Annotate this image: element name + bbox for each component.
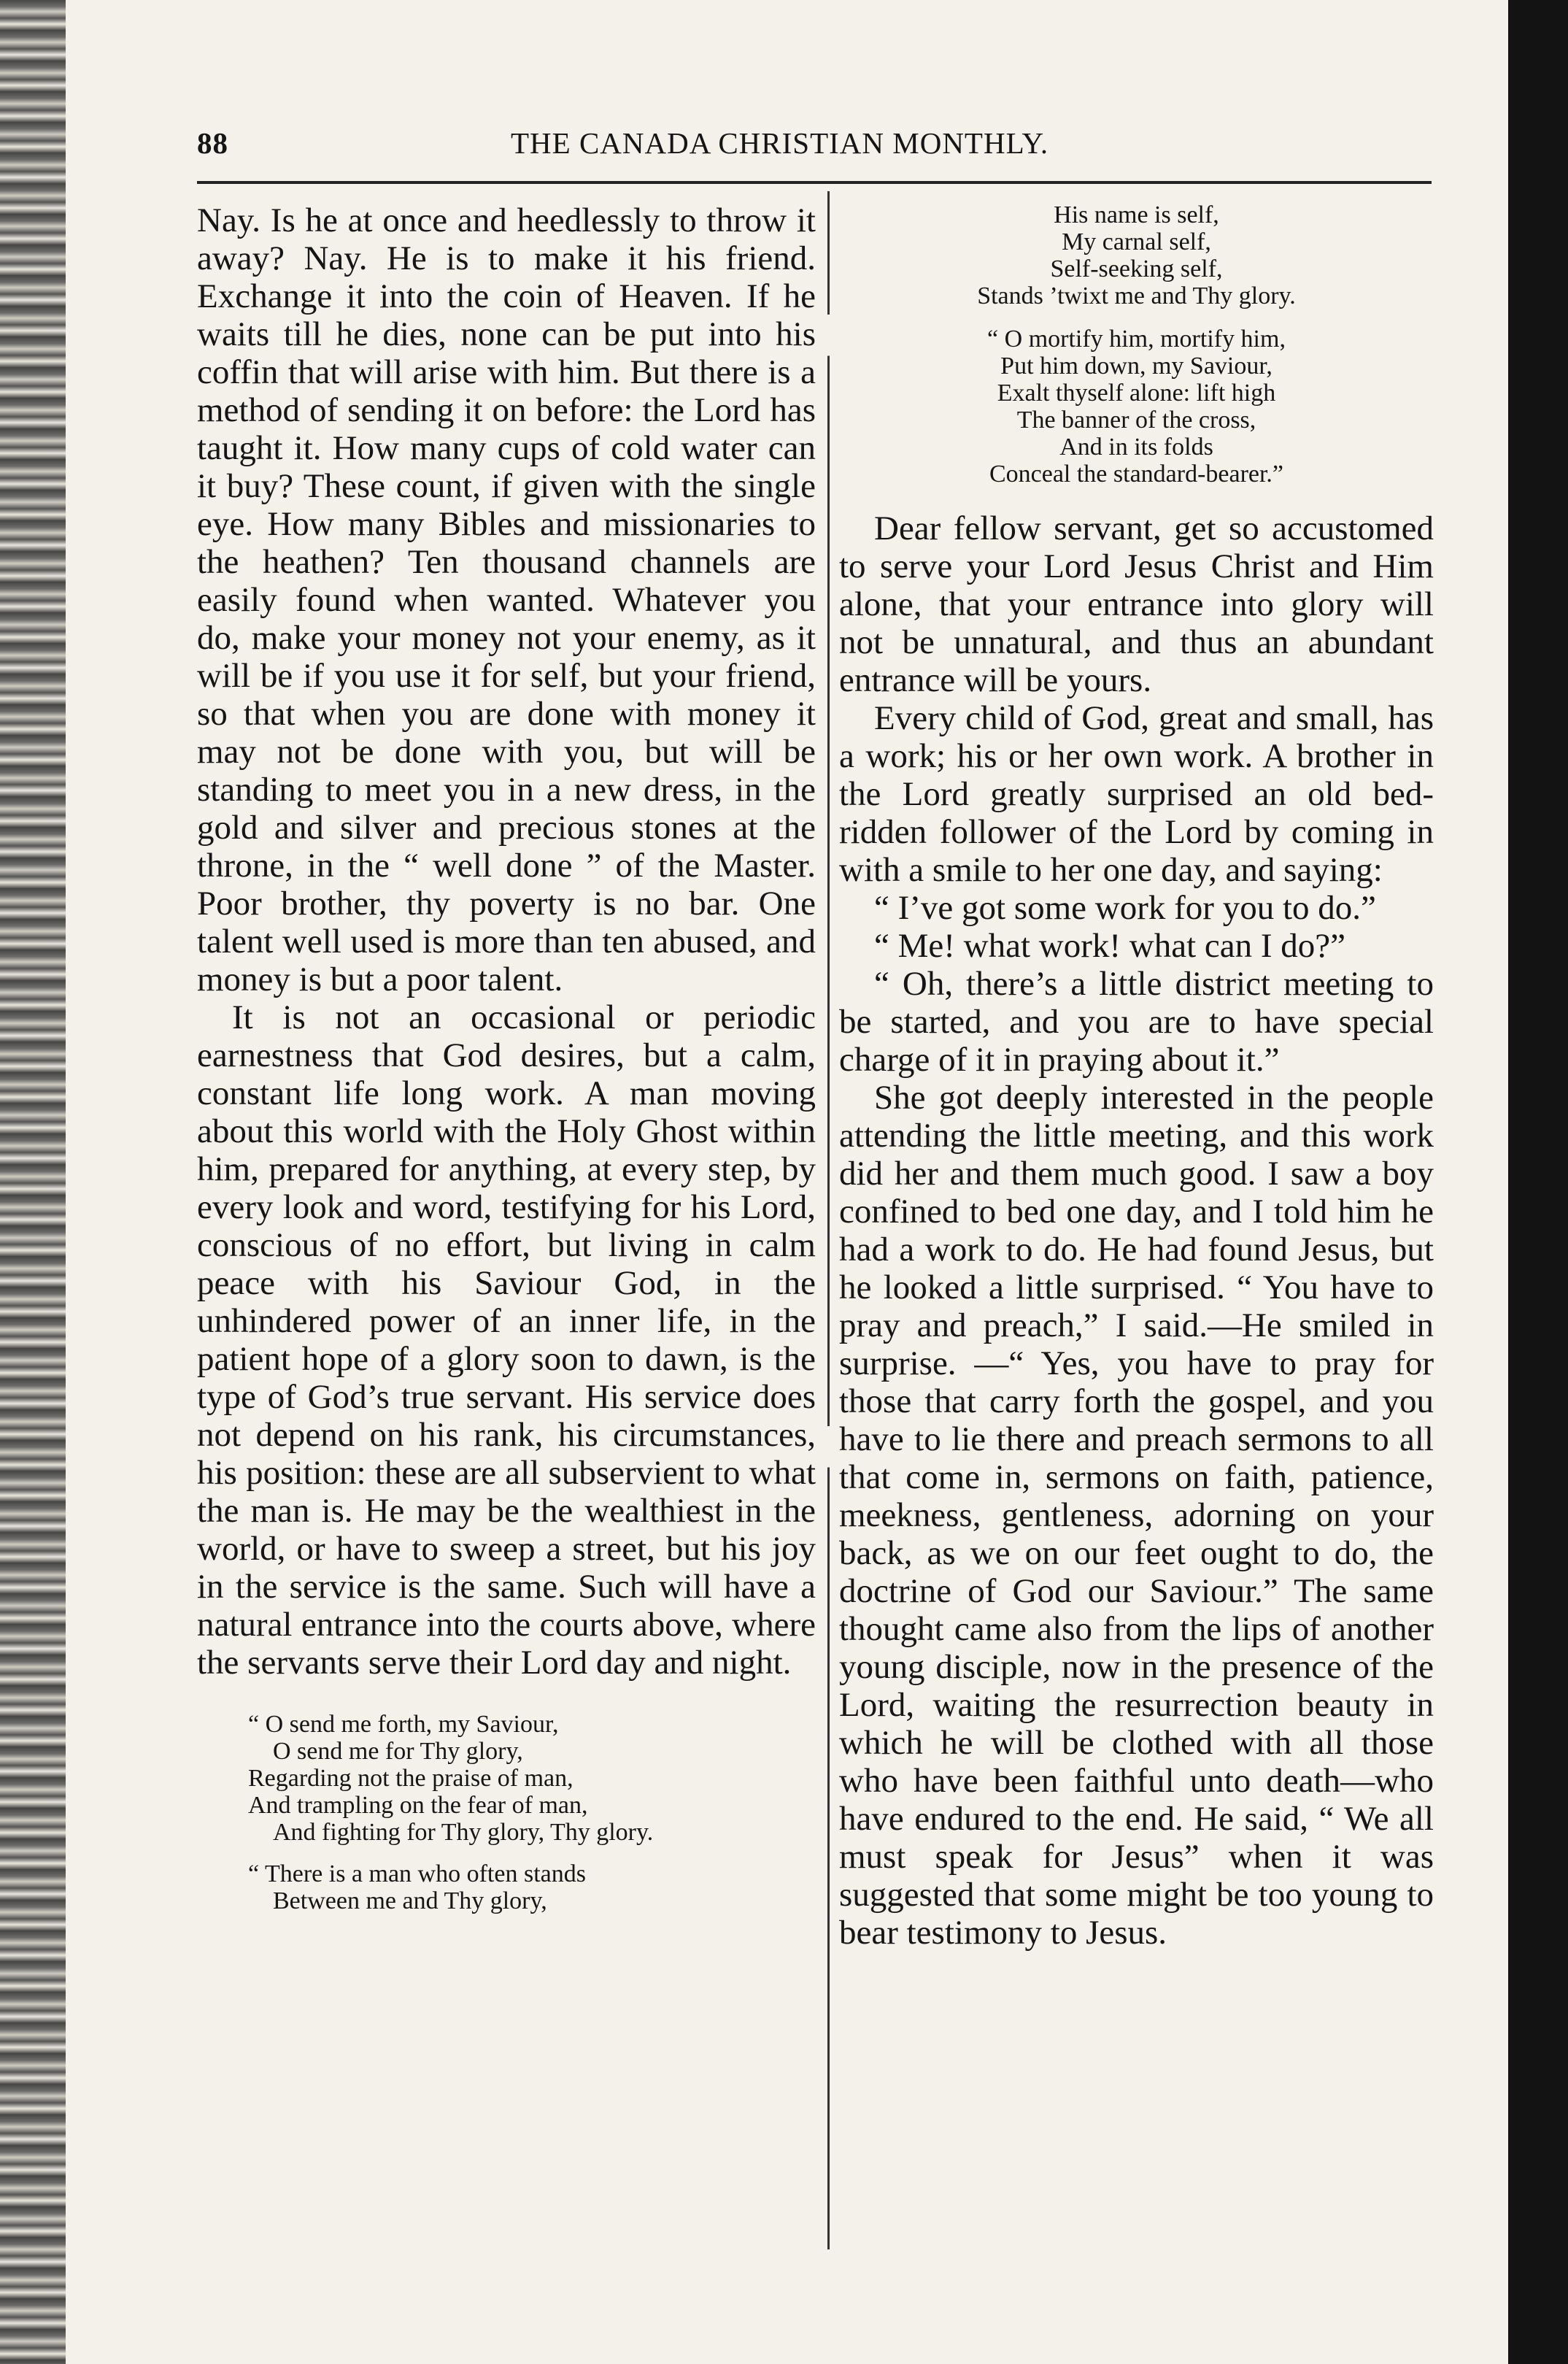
running-head <box>197 126 1423 169</box>
verse-line: O send me for Thy glory, <box>273 1738 523 1765</box>
hymn-stanza <box>248 1860 816 1914</box>
paragraph: Dear fellow servant, get so accustomed to serve your Lord Jesus Christ and Him alone, that your entrance into glory will not be unnatural, and thus an abundant entrance will be yours. <box>839 509 1434 699</box>
paragraph: “ Oh, there’s a little district meeting to be started, and you are to have special charge of it in praying about it.” <box>839 965 1434 1079</box>
hymn-stanza <box>248 1711 816 1846</box>
column-divider <box>827 191 830 2249</box>
paragraph: “ I’ve got some work for you to do.” <box>874 889 1376 927</box>
verse-line: Between me and Thy glory, <box>273 1887 547 1914</box>
verse-line: Conceal the standard-bearer.” <box>989 461 1284 488</box>
verse-line: The banner of the cross, <box>1016 407 1256 434</box>
paragraph: It is not an occasional or periodic earnestness that God desires, but a calm, constant life long work. A man moving about this world with the Holy Ghost within him, prepared for anything, at every step, by every look and word, testifying for his Lord, conscious of no effort, but living in calm peace with his Saviour God, in the unhindered power of an inner life, in the patient hope of a glory soon to dawn, is the type of God’s true servant. His service does not depend on his rank, his circumstances, his position: these are all subservient to what the man is. He may be the wealthiest in the world, or have to sweep a street, but his joy in the service is the same. Such will have a natural entrance into the courts above, where the servants serve their Lord day and night. <box>197 998 816 1682</box>
running-title: THE CANADA CHRISTIAN MONTHLY. <box>511 126 1049 160</box>
page-number: 88 <box>197 126 228 160</box>
verse-line: And fighting for Thy glory, Thy glory. <box>273 1819 654 1846</box>
right-column <box>839 201 1434 1952</box>
verse-line: “ There is a man who often stands <box>248 1860 586 1887</box>
left-column <box>197 201 816 1914</box>
hymn-stanza <box>839 326 1434 488</box>
verse-line: Self-seeking self, <box>1050 255 1223 282</box>
verse-line: Stands ’twixt me and Thy glory. <box>977 282 1296 309</box>
verse-line: Put him down, my Saviour, <box>1000 353 1272 380</box>
verse-line: Exalt thyself alone: lift high <box>997 380 1276 407</box>
verse-line: His name is self, <box>1054 201 1219 228</box>
hymn-stanza <box>839 201 1434 309</box>
paragraph: Every child of God, great and small, has a work; his or her own work. A brother in the Lord greatly surprised an old bed-ridden follower of the Lord by coming in with a smile to her one day, and saying: <box>839 699 1434 889</box>
verse-line: “ O mortify him, mortify him, <box>987 326 1286 353</box>
paragraph: She got deeply interested in the people attending the little meeting, and this work did her and them much good. I saw a boy confined to bed one day, and I told him he had a work to do. He had found Jesus, but he looked a little surprised. “ You have to pray and preach,” I said.—He smiled in surprise. —“ Yes, you have to pray for those that carry forth the gospel, and you have to lie there and preach sermons to all that come in, sermons on faith, patience, meekness, gentleness, adorning on your back, as we on our feet ought to do, the doctrine of God our Saviour.” The same thought came also from the lips of another young disciple, now in the presence of the Lord, waiting the resurrection beauty in which he will be clothed with all those who have been faithful unto death—who have endured to the end. He said, “ We all must speak for Jesus” when it was suggested that some might be too young to bear testimony to Jesus. <box>839 1079 1434 1952</box>
verse-line: And in its folds <box>1059 434 1213 461</box>
paragraph: Nay. Is he at once and heedlessly to throw it away? Nay. He is to make it his friend. Exchange it into the coin of Heaven. If he waits till he dies, none can be put into his coffin that will arise with him. But there is a method of sending it on before: the Lord has taught it. How many cups of cold water can it buy? These count, if given with the single eye. How many Bibles and missionaries to the heathen? Ten thousand channels are easily found when wanted. Whatever you do, make your money not your enemy, as it will be if you use it for self, but your friend, so that when you are done with money it may not be done with you, but will be standing to meet you in a new dress, in the gold and silver and precious stones at the throne, in the “ well done ” of the Master. Poor brother, thy poverty is no bar. One talent well used is more than ten abused, and money is but a poor talent. <box>197 201 816 998</box>
paragraph: “ Me! what work! what can I do?” <box>874 927 1345 965</box>
verse-line: My carnal self, <box>1062 228 1211 255</box>
verse-line: And trampling on the fear of man, <box>248 1792 588 1819</box>
verse-line: “ O send me forth, my Saviour, <box>248 1711 559 1738</box>
header-rule <box>197 181 1432 184</box>
verse-line: Regarding not the praise of man, <box>248 1765 573 1792</box>
